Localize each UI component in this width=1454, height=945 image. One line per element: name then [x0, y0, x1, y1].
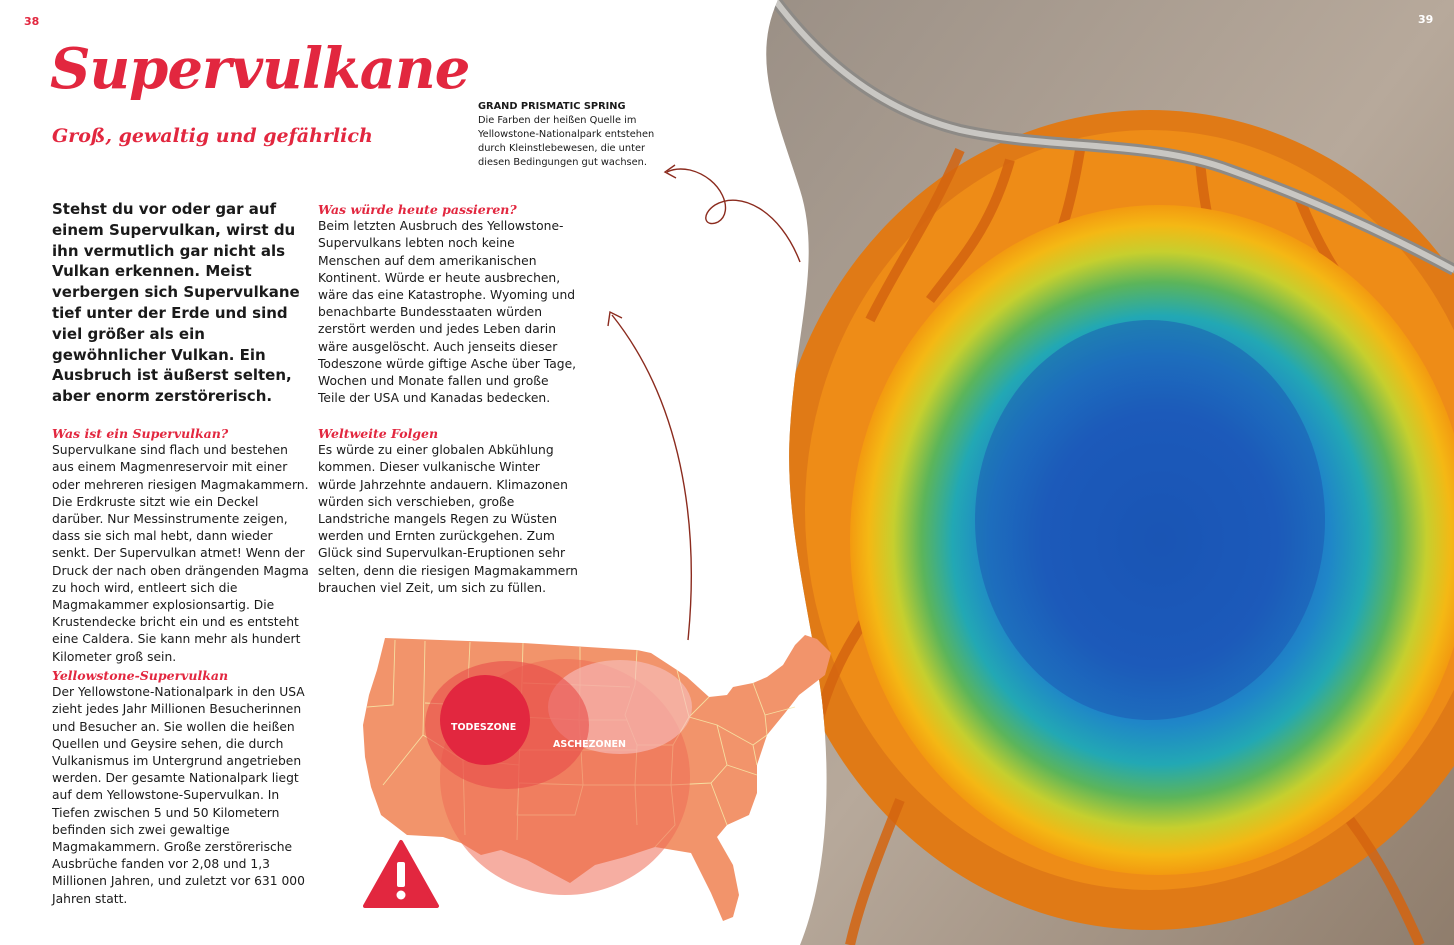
usa-ash-zone-map: [355, 625, 840, 925]
warning-triangle-icon: [365, 842, 437, 906]
death-zone: [440, 675, 530, 765]
section-heading: Was ist ein Supervulkan?: [52, 426, 229, 441]
ash-zone-label: ASCHEZONEN: [553, 739, 626, 750]
section-heading: Weltweite Folgen: [318, 426, 439, 441]
death-zone-label: TODESZONE: [451, 722, 517, 733]
page-number-left: 38: [24, 15, 40, 28]
page-title: Supervulkane: [50, 36, 470, 102]
caption-title: GRAND PRISMATIC SPRING: [478, 101, 626, 112]
section-was-ist-ein-supervulkan: [52, 425, 310, 666]
ash-zones: [425, 659, 692, 895]
caption-text: Die Farben der heißen Quelle im Yellowstone-Nationalpark entstehen durch Kleinstlebewesen, die unter diesen Bedingungen gut wachsen.: [478, 115, 655, 168]
section-weltweite-folgen: [318, 425, 578, 597]
page-subtitle: Groß, gewaltig und gefährlich: [52, 125, 373, 147]
intro-paragraph: Stehst du vor oder gar auf einem Supervulkan, wirst du ihn vermutlich gar nicht als Vulkan erkennen. Meist verbergen sich Supervulkane tief unter der Erde und sind viel größer als ein gewöhnlicher Vulkan. Ein Ausbruch ist äußerst selten, aber enorm zerstörerisch.: [52, 200, 300, 406]
section-text: Beim letzten Ausbruch des Yellowstone-Supervulkans lebten noch keine Menschen auf dem amerikanischen Kontinent. Würde er heute ausbrechen, wäre das eine Katastrophe. Wyoming und benachbarte Bundesstaaten würden zerstört werden und jedes Leben darin wäre ausgelöscht. Auch jenseits dieser Todeszone würde giftige Asche über Tage, Wochen und Monate fallen und große Teile der USA und Kanadas bedecken.: [318, 219, 577, 406]
section-heading: Yellowstone-Supervulkan: [52, 668, 229, 683]
section-text: Supervulkane sind flach und bestehen aus einem Magmenreservoir mit einer oder mehreren riesigen Magmakammern. Die Erdkruste sitzt wie ein Deckel darüber. Nur Messinstrumente zeigen, dass sie sich mal hebt, dann wieder senkt. Der Supervulkan atmet! Wenn der Druck der nach oben drängenden Magma zu hoch wird, entleert sich die Magmakammer explosionsartig. Die Krustendecke bricht ein und es entsteht eine Caldera. Sie kann mehr als hundert Kilometer groß sein.: [52, 443, 309, 664]
section-yellowstone-supervulkan: [52, 667, 310, 908]
page-number-right: 39: [1418, 13, 1434, 26]
section-text: Es würde zu einer globalen Abkühlung kommen. Dieser vulkanische Winter würde Jahrzehnte andauern. Klimazonen würden sich verschieben, große Landstriche mangels Regen zu Wüsten werden und Ernten zurückgehen. Zum Glück sind Supervulkan-Eruptionen sehr selten, denn die riesigen Magmakammern brauchen viel Zeit, um sich zu füllen.: [318, 443, 578, 595]
section-heading: Was würde heute passieren?: [318, 202, 517, 217]
photo-caption: [478, 100, 668, 170]
section-text: Der Yellowstone-Nationalpark in den USA zieht jedes Jahr Millionen Besucherinnen und Besucher an. Sie wollen die heißen Quellen und Geysire sehen, die durch Vulkanismus im Untergrund angetrieben werden. Der gesamte Nationalpark liegt auf dem Yellowstone-Supervulkan. In Tiefen zwischen 5 und 50 Kilometern befinden sich zwei gewaltige Magmakammern. Große zerstörerische Ausbrüche fanden vor 2,08 und 1,3 Millionen Jahren, und zuletzt vor 631 000 Jahren statt.: [52, 685, 305, 906]
section-was-wuerde-heute-passieren: [318, 201, 578, 407]
